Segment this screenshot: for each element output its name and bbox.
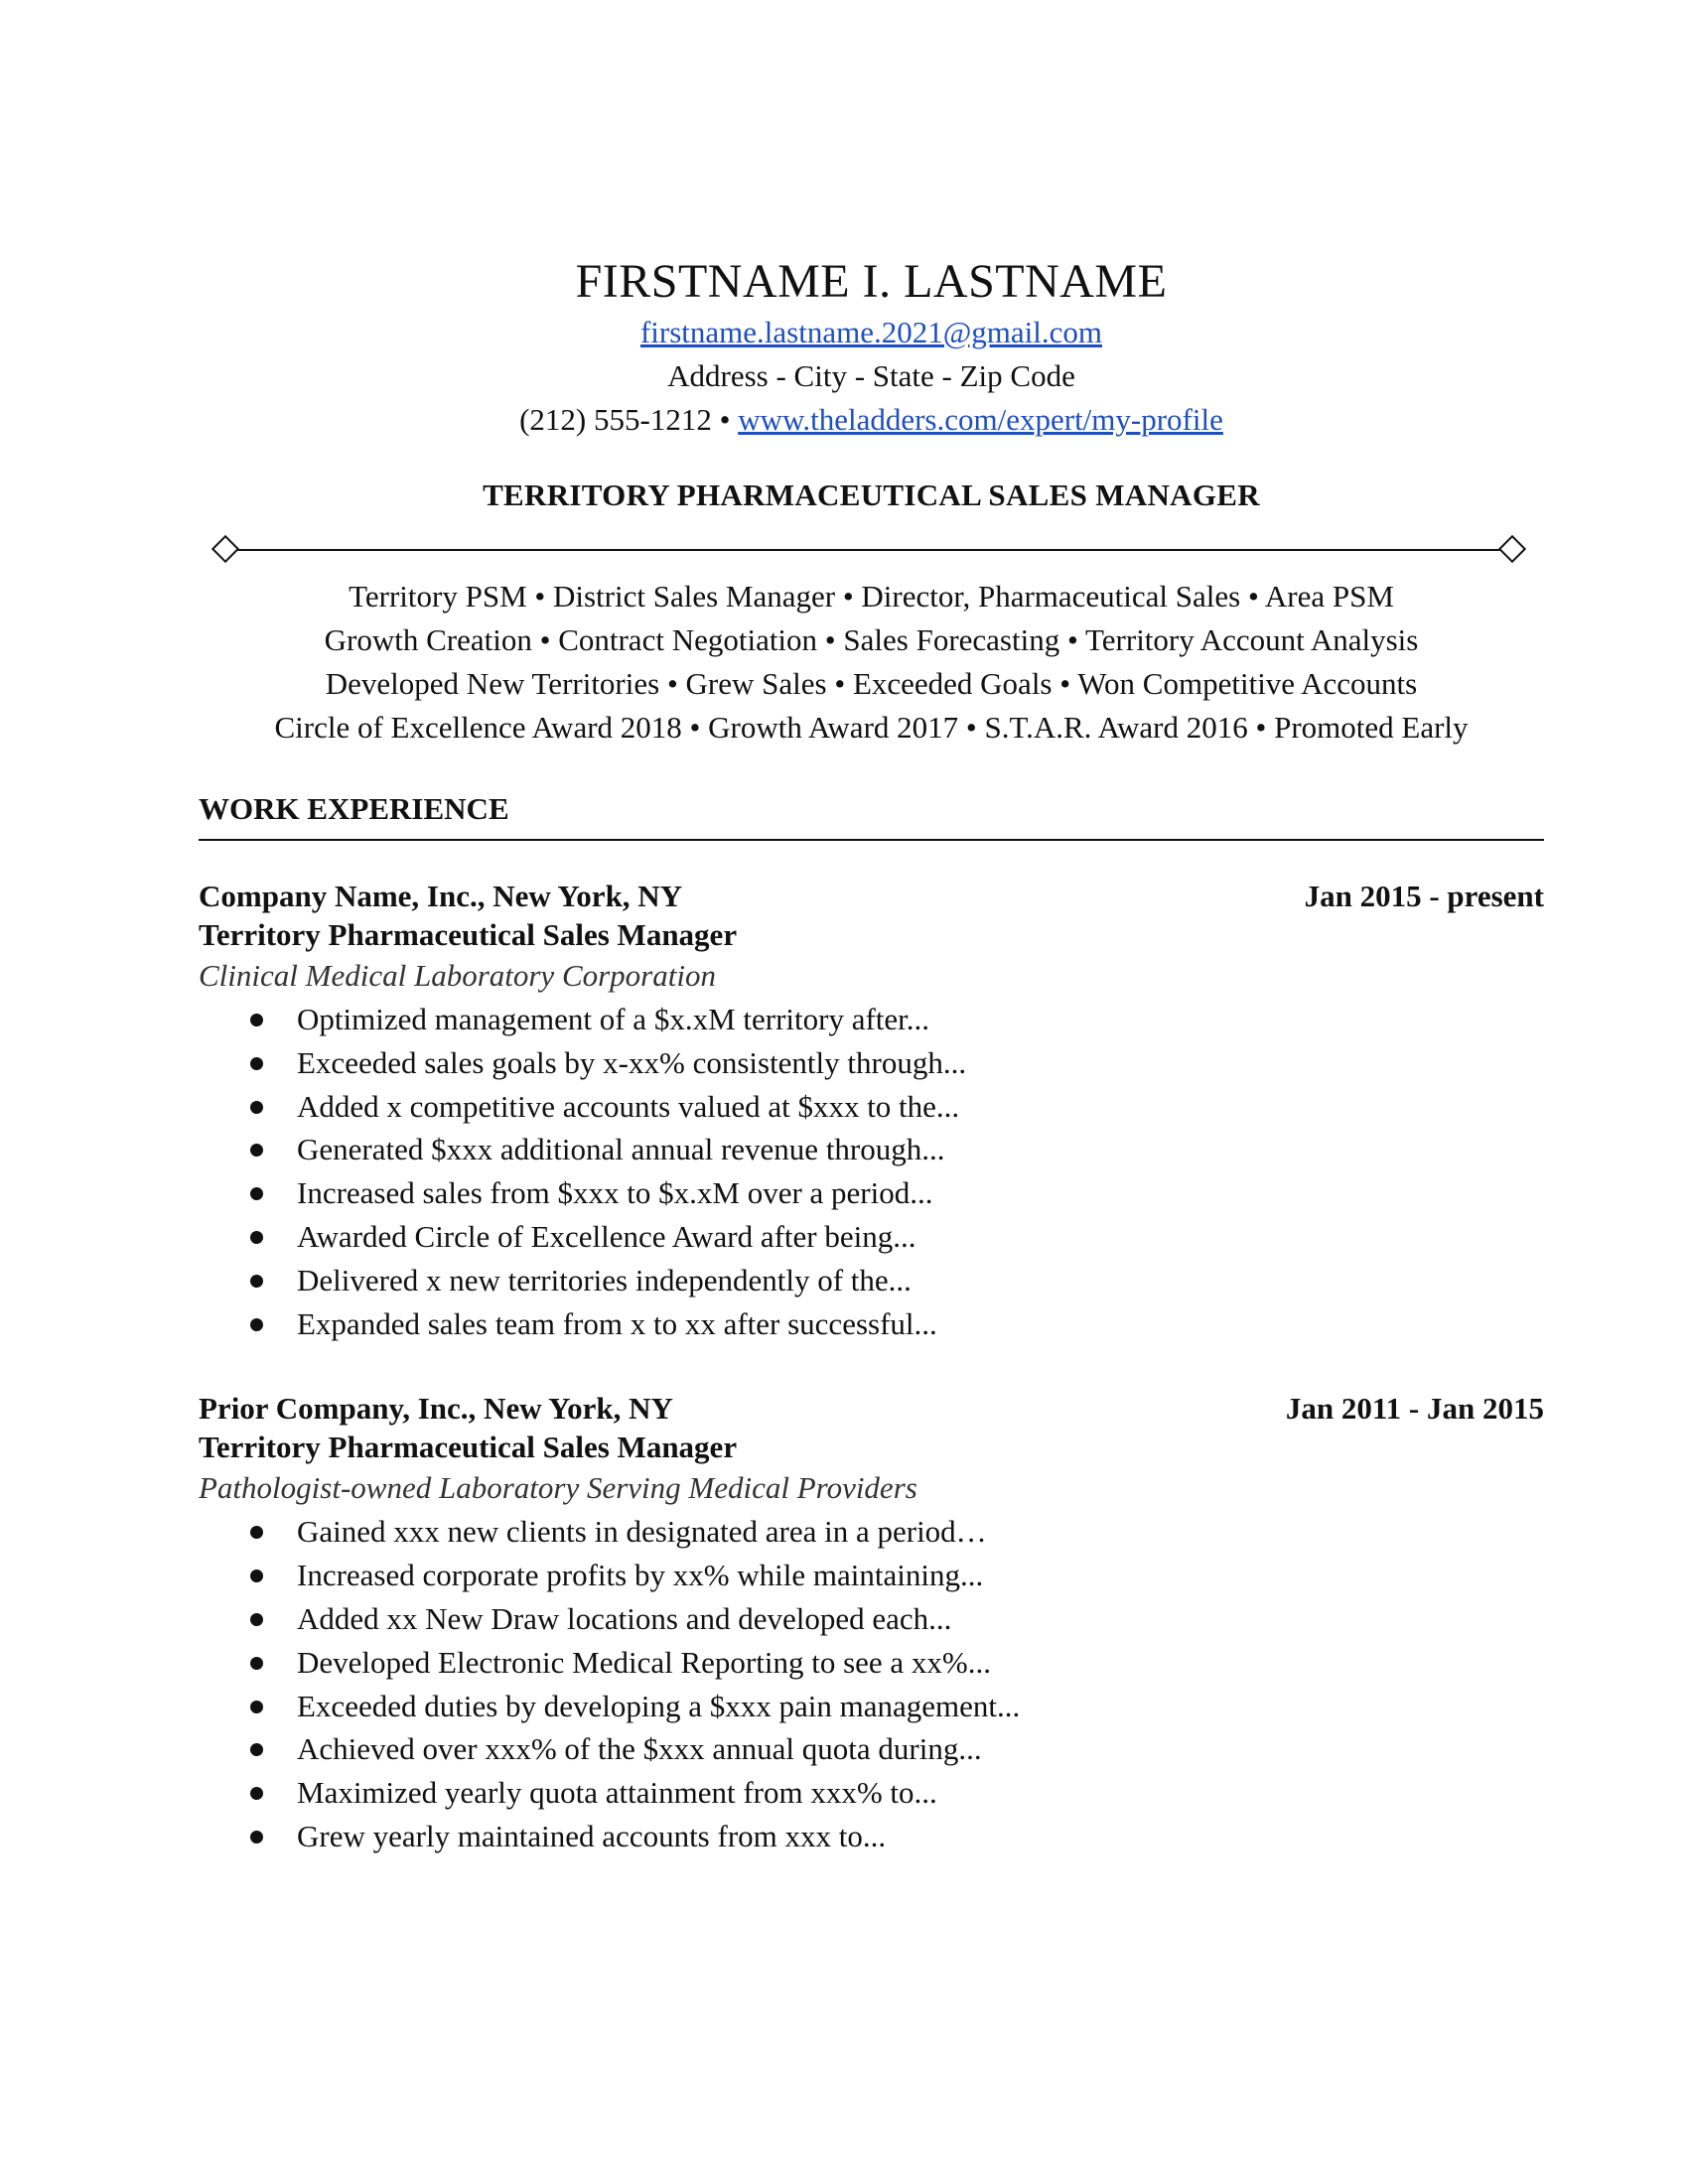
email-line (199, 311, 1544, 354)
achievement-text: Delivered x new territories independently of the... (297, 1262, 912, 1297)
headline-divider (213, 535, 1524, 565)
bullet-icon (250, 1014, 263, 1026)
job-dates: Jan 2015 - present (1304, 879, 1544, 913)
bullet-icon (250, 1570, 263, 1582)
address-line: Address - City - State - Zip Code (667, 358, 1075, 393)
achievement-text: Grew yearly maintained accounts from xxx to... (297, 1818, 887, 1853)
achievement-text: Optimized management of a $x.xM territory after... (297, 1002, 930, 1036)
bullet-icon (250, 1743, 263, 1756)
list-item (250, 1727, 1544, 1771)
bullet-icon (250, 1057, 263, 1070)
job-entry (199, 877, 1544, 1345)
bullet-icon (250, 1275, 263, 1288)
job-dates: Jan 2011 - Jan 2015 (1285, 1391, 1544, 1427)
diamond-left-icon (211, 535, 239, 563)
achievement-text: Added x competitive accounts valued at $xxx to the... (297, 1088, 960, 1124)
list-item (250, 998, 1544, 1041)
company-description: Pathologist-owned Laboratory Serving Medical Providers (199, 1470, 917, 1506)
achievement-text: Increased sales from $xxx to $x.xM over a period... (297, 1175, 933, 1211)
list-item (250, 1085, 1544, 1129)
bullet-icon (250, 1831, 263, 1843)
list-item (250, 1171, 1544, 1215)
achievement-text: Generated $xxx additional annual revenue through... (297, 1132, 945, 1167)
achievement-text: Expanded sales team from x to xx after successful... (297, 1305, 937, 1341)
list-item (250, 1597, 1544, 1641)
achievement-text: Achieved over xxx% of the $xxx annual quota during... (297, 1731, 982, 1767)
bullet-icon (250, 1613, 263, 1626)
achievement-text: Awarded Circle of Excellence Award after being... (297, 1218, 916, 1254)
achievement-text: Exceeded duties by developing a $xxx pain management... (297, 1688, 1021, 1723)
list-item (250, 1215, 1544, 1259)
list-item (250, 1771, 1544, 1815)
keyword-summary (199, 575, 1544, 750)
achievement-text: Gained xxx new clients in designated area in a period… (297, 1514, 987, 1550)
job-header (199, 877, 1544, 915)
company-name: Prior Company, Inc., New York, NY (199, 1391, 673, 1427)
list-item (250, 1815, 1544, 1858)
candidate-name: FIRSTNAME I. LASTNAME (575, 255, 1168, 308)
achievement-text: Exceeded sales goals by x-xx% consistently through... (297, 1044, 967, 1080)
company-name: Company Name, Inc., New York, NY (199, 879, 683, 913)
bullet-icon (250, 1787, 263, 1800)
contact-separator: • (719, 402, 731, 437)
bullet-icon (250, 1187, 263, 1200)
achievement-text: Increased corporate profits by xx% while maintaining... (297, 1558, 984, 1593)
list-item (250, 1554, 1544, 1597)
achievement-list (199, 998, 1544, 1345)
bullet-icon (250, 1101, 263, 1114)
list-item (250, 1259, 1544, 1302)
bullet-icon (250, 1318, 263, 1331)
company-description: Clinical Medical Laboratory Corporation (199, 958, 716, 993)
achievement-text: Maximized yearly quota attainment from xxx% to... (297, 1775, 937, 1811)
phone-number: (212) 555-1212 (519, 402, 712, 437)
bullet-icon (250, 1231, 263, 1244)
keyword-line: Territory PSM • District Sales Manager • Director, Pharmaceutical Sales • Area PSM (349, 579, 1394, 614)
list-item (250, 1641, 1544, 1685)
achievement-list (199, 1510, 1544, 1857)
bullet-icon (250, 1657, 263, 1670)
achievement-text: Added xx New Draw locations and developed each... (297, 1600, 952, 1636)
achievement-text: Developed Electronic Medical Reporting to see a xx%... (297, 1644, 991, 1680)
keyword-line: Developed New Territories • Grew Sales • Exceeded Goals • Won Competitive Accounts (325, 666, 1418, 701)
job-title: Territory Pharmaceutical Sales Manager (199, 917, 738, 952)
bullet-icon (250, 1144, 263, 1157)
job-entry (199, 1389, 1544, 1857)
job-title: Territory Pharmaceutical Sales Manager (199, 1430, 738, 1465)
list-item (250, 1685, 1544, 1728)
list-item (250, 1302, 1544, 1346)
divider-rule (235, 549, 1502, 551)
list-item (250, 1041, 1544, 1085)
keyword-line: Growth Creation • Contract Negotiation • Sales Forecasting • Territory Account Analysis (324, 622, 1419, 657)
job-header (199, 1389, 1544, 1428)
email-link[interactable]: firstname.lastname.2021@gmail.com (639, 315, 1102, 349)
list-item (250, 1510, 1544, 1554)
list-item (250, 1128, 1544, 1171)
diamond-right-icon (1498, 535, 1526, 563)
work-experience-heading: WORK EXPERIENCE (199, 789, 1544, 841)
profile-link[interactable]: www.theladders.com/expert/my-profile (738, 402, 1223, 437)
bullet-icon (250, 1701, 263, 1713)
contact-line (199, 398, 1544, 442)
bullet-icon (250, 1526, 263, 1539)
resume-headline: TERRITORY PHARMACEUTICAL SALES MANAGER (483, 478, 1260, 512)
keyword-line: Circle of Excellence Award 2018 • Growth Award 2017 • S.T.A.R. Award 2016 • Promoted Early (274, 710, 1469, 745)
resume-page (199, 253, 1544, 1858)
